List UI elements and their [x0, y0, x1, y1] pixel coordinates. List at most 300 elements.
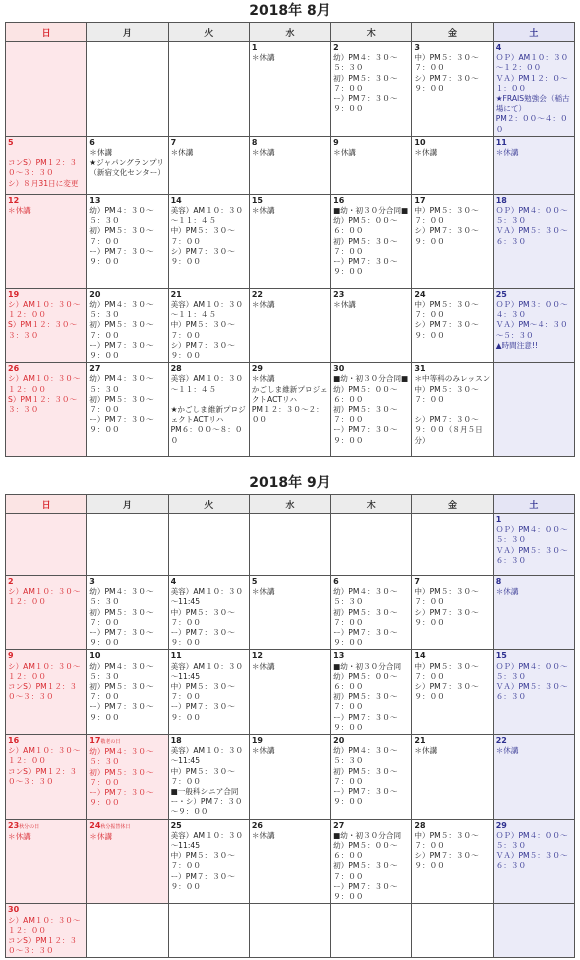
- day-cell: [493, 194, 574, 288]
- day-cell: [249, 650, 330, 735]
- day-cell: [493, 288, 574, 362]
- schedule-line: ＊休講: [414, 148, 438, 158]
- day-cell: [493, 42, 574, 137]
- day-number: 29: [495, 820, 507, 830]
- schedule-line: 美容）AM１０：３０～11:45: [170, 587, 244, 607]
- schedule-line: ー）PM７：３０～９：００: [89, 340, 154, 361]
- schedule-line: ＊休講: [251, 746, 275, 756]
- day-number: 16: [333, 195, 345, 205]
- schedule-line: 美容）AM１０：３０～１１：４５: [170, 374, 244, 394]
- day-number: 19: [251, 736, 263, 746]
- schedule-line: ＶＡ）PM５：３０～６：３０: [495, 226, 568, 246]
- schedule-line: ＊中等科のみレッスン: [414, 374, 491, 384]
- weekday-header: 月: [87, 495, 168, 514]
- day-cell: [412, 819, 493, 904]
- schedule-line: [171, 395, 247, 405]
- day-number: 16: [8, 736, 20, 746]
- schedule-line: ＶＡ）PM～４：３０～５：３０: [495, 320, 568, 340]
- schedule-line: ＊休講: [170, 148, 194, 158]
- schedule-line: [414, 405, 490, 415]
- schedule-line: 初）PM５：３０～７：００: [89, 320, 154, 340]
- schedule-line: ＊休講: [251, 206, 275, 216]
- day-cell: [412, 514, 493, 576]
- calendar-august: [5, 0, 575, 457]
- schedule-line: シ）AM１０：３０～１２：００: [8, 374, 81, 394]
- month-title: 2018年 8月: [249, 3, 331, 19]
- day-number: 6: [333, 577, 339, 586]
- day-cell: [168, 42, 249, 137]
- schedule-line: ー）PM７：３０～９：００: [170, 628, 235, 648]
- schedule-line: 中）PM５：３０～７：００: [414, 830, 479, 851]
- day-number: 4: [170, 577, 177, 586]
- schedule-line: ー）PM７：３０～９：００: [333, 94, 398, 114]
- day-cell: [249, 194, 330, 288]
- day-cell: [87, 735, 168, 820]
- schedule-line: ー）PM７：３０～９：００: [333, 881, 398, 902]
- week-row: [6, 904, 575, 958]
- day-number: 11: [170, 651, 182, 661]
- schedule-line: 幼）PM５：００～６：００: [333, 216, 398, 236]
- schedule-line: 初）PM５：３０～７：００: [333, 766, 398, 786]
- week-row: [6, 194, 575, 288]
- day-number: 18: [170, 736, 182, 746]
- day-number: 7: [170, 137, 177, 147]
- holiday-label: 秋分の日: [19, 823, 40, 830]
- day-cell: [87, 194, 168, 288]
- day-cell: [6, 514, 87, 576]
- day-number: 10: [414, 137, 426, 147]
- schedule-line: 美容）AM１０：３０～11:45: [170, 661, 244, 681]
- day-cell: [331, 136, 412, 194]
- schedule-line: コンS）PM１２：３０～３：３０: [8, 766, 78, 786]
- day-number: 30: [8, 905, 20, 915]
- day-cell: [412, 194, 493, 288]
- day-cell: [87, 576, 168, 650]
- day-number: 9: [8, 651, 14, 661]
- schedule-line: ー）PM７：３０～９：００: [89, 788, 154, 808]
- schedule-line: 幼）PM４：３０～５：３０: [333, 746, 398, 766]
- day-number: 27: [333, 820, 345, 830]
- day-cell: [87, 819, 168, 904]
- day-cell: [168, 650, 249, 735]
- schedule-line: 幼）PM５：００～６：００: [333, 841, 398, 861]
- weekday-header: 金: [412, 23, 493, 42]
- schedule-line: ＶＡ）PM５：３０～６：３０: [495, 682, 568, 702]
- day-number: 3: [89, 577, 95, 586]
- schedule-line: [8, 148, 84, 158]
- schedule-line: シ）PM７：３０～９：００: [414, 320, 479, 340]
- day-cell: [6, 650, 87, 735]
- schedule-line: ー）PM７：３０～９：００: [89, 415, 154, 435]
- day-cell: [331, 650, 412, 735]
- schedule-line: シ）AM１０：３０～１２：００: [8, 915, 81, 935]
- schedule-line: ■幼・初３０分合同■: [333, 206, 409, 216]
- day-number: 8: [495, 577, 502, 586]
- day-cell: [249, 514, 330, 576]
- schedule-line: 幼）PM４：３０～５：３０: [333, 587, 398, 607]
- day-cell: [87, 904, 168, 958]
- schedule-line: 幼）PM４：３０～５：３０: [89, 587, 154, 607]
- day-cell: [168, 514, 249, 576]
- schedule-line: 中）PM５：３０～７：００: [170, 226, 235, 246]
- day-cell: [493, 650, 574, 735]
- schedule-line: 幼）PM４：３０～５：３０: [333, 53, 398, 73]
- weekday-header: 木: [331, 23, 412, 42]
- schedule-line: ＊休講: [333, 300, 356, 310]
- day-number: 30: [333, 364, 345, 374]
- day-number: 5: [251, 577, 258, 586]
- schedule-line: シ）PM７：３０～９：００: [414, 607, 479, 627]
- schedule-line: PM１２：３０～２：００: [251, 405, 324, 425]
- schedule-line: 初）PM５：３０～７：００: [333, 861, 398, 881]
- schedule-line: 幼）PM５：００～６：００: [333, 671, 398, 692]
- schedule-line: PM６：００～８：００: [170, 425, 243, 445]
- schedule-line: ー）PM７：３０～９：００: [333, 712, 398, 732]
- schedule-line: ＶＡ）PM１２：０～１：００: [495, 73, 568, 93]
- day-cell: [249, 819, 330, 904]
- schedule-line: 幼）PM５：００～６：００: [333, 384, 398, 404]
- schedule-line: 中）PM５：３０～７：００: [170, 607, 235, 627]
- day-cell: [331, 363, 412, 457]
- day-number: 5: [8, 137, 14, 147]
- schedule-line: シ）PM７：３０～９：００: [170, 246, 235, 267]
- day-number: 9: [333, 137, 339, 147]
- day-cell: [331, 735, 412, 820]
- day-cell: [168, 576, 249, 650]
- schedule-line: ＯＰ）AM１０：３０～１２：００: [495, 53, 569, 73]
- schedule-line: 中）PM５：３０～７：００: [414, 661, 479, 681]
- day-cell: [168, 363, 249, 457]
- schedule-line: ＶＡ）PM５：３０～６：３０: [495, 851, 568, 871]
- schedule-line: 幼）PM４：３０～５：３０: [89, 206, 154, 226]
- day-number: 4: [495, 43, 502, 52]
- schedule-line: ＊休講: [251, 374, 275, 384]
- schedule-line: コンS）PM１２：３０～３：３０: [8, 158, 78, 178]
- day-number: 19: [8, 289, 20, 299]
- day-number: 23: [8, 820, 20, 830]
- day-cell: [331, 819, 412, 904]
- day-cell: [6, 363, 87, 457]
- schedule-line: 初）PM５：３０～７：００: [89, 682, 154, 702]
- day-number: 11: [495, 137, 507, 147]
- day-number: 20: [89, 289, 101, 299]
- schedule-line: ★かごしま維新プロジェクトACTリハ: [170, 405, 246, 425]
- schedule-line: 中）PM５：３０～７：００: [170, 320, 235, 340]
- schedule-line: 初）PM５：３０～７：００: [333, 607, 398, 627]
- day-number: 17: [414, 195, 426, 205]
- day-cell: [168, 819, 249, 904]
- schedule-line: 美容）AM１０：３０～11:45: [170, 830, 244, 851]
- schedule-line: シ）PM７：３０～９：００: [170, 340, 235, 361]
- day-cell: [493, 136, 574, 194]
- day-number: 21: [170, 289, 182, 299]
- day-cell: [493, 576, 574, 650]
- schedule-line: ー）PM７：３０～９：００: [333, 787, 398, 807]
- schedule-line: ＯＰ）PM４：００～５：３０: [495, 830, 568, 851]
- schedule-line: 中）PM５：３０～７：００: [170, 682, 235, 702]
- day-cell: [249, 735, 330, 820]
- schedule-line: （新宿文化センター）: [89, 168, 165, 178]
- day-cell: [412, 576, 493, 650]
- day-number: 1: [495, 515, 502, 524]
- calendar-september: [5, 472, 575, 958]
- day-cell: [412, 650, 493, 735]
- schedule-line: 美容）AM１０：３０～１１：４５: [170, 206, 244, 226]
- day-cell: [412, 363, 493, 457]
- day-number: 2: [8, 577, 14, 586]
- week-row: [6, 136, 575, 194]
- day-cell: [493, 363, 574, 457]
- day-cell: [6, 819, 87, 904]
- day-number: 1: [251, 43, 258, 52]
- day-number: 28: [170, 364, 182, 374]
- schedule-line: ー）PM７：３０～９：００: [333, 425, 398, 445]
- schedule-line: 幼）PM４：３０～５：３０: [89, 661, 154, 681]
- day-number: 28: [414, 820, 426, 830]
- schedule-line: 初）PM５：３０～７：００: [333, 73, 398, 93]
- schedule-line: 初）PM５：３０～７：００: [333, 692, 398, 712]
- schedule-line: シ）AM１０：３０～１２：００: [8, 300, 81, 320]
- weekday-header: 日: [6, 495, 87, 514]
- schedule-line: シ）PM７：３０～９：００: [414, 682, 479, 702]
- week-row: [6, 288, 575, 362]
- schedule-line: ー）PM７：３０～９：００: [89, 702, 154, 722]
- schedule-line: ー）PM７：３０～９：００: [333, 628, 398, 648]
- week-row: [6, 650, 575, 735]
- day-cell: [331, 288, 412, 362]
- schedule-line: ＊休講: [251, 587, 275, 597]
- day-cell: [412, 735, 493, 820]
- schedule-line: 初）PM５：３０～７：００: [89, 226, 154, 246]
- day-cell: [412, 42, 493, 137]
- schedule-line: ＊休講: [89, 148, 113, 158]
- schedule-line: 初）PM５：３０～７：００: [89, 767, 154, 787]
- day-cell: [331, 904, 412, 958]
- schedule-line: 中）PM５：３０～７：００: [414, 587, 479, 607]
- day-number: 14: [414, 651, 426, 661]
- schedule-line: 幼）PM４：３０～５：３０: [89, 747, 154, 767]
- weekday-header: 木: [331, 495, 412, 514]
- day-number: 18: [495, 195, 507, 205]
- day-number: 20: [333, 736, 345, 746]
- day-number: 15: [251, 195, 263, 205]
- day-cell: [168, 136, 249, 194]
- day-cell: [331, 194, 412, 288]
- weekday-header: 日: [6, 23, 87, 42]
- schedule-line: 初）PM５：３０～７：００: [89, 607, 154, 627]
- schedule-line: 初）PM５：３０～７：００: [333, 405, 398, 425]
- day-number: 31: [414, 364, 426, 374]
- schedule-line: かごしま維新プロジェクトACTリハ: [251, 384, 328, 404]
- day-cell: [87, 288, 168, 362]
- day-cell: [87, 42, 168, 137]
- day-cell: [168, 904, 249, 958]
- day-cell: [168, 288, 249, 362]
- schedule-line: ＯＰ）PM４：００～５：３０: [495, 661, 568, 681]
- day-number: 10: [89, 651, 101, 661]
- schedule-line: ＶＡ）PM５：３０～６：３０: [495, 545, 568, 565]
- schedule-line: 中）PM５：３０～７：００: [414, 53, 479, 73]
- day-cell: [6, 735, 87, 820]
- day-cell: [493, 735, 574, 820]
- day-cell: [331, 514, 412, 576]
- schedule-line: コンS）PM１２：３０～３：３０: [8, 935, 78, 956]
- weekday-header: 火: [168, 23, 249, 42]
- schedule-line: ＊休講: [251, 830, 275, 840]
- holiday-label: 秋分振替休日: [100, 823, 131, 830]
- schedule-line: シ）AM１０：３０～１２：００: [8, 746, 81, 766]
- weekday-header: 水: [249, 23, 330, 42]
- schedule-line: 中）PM５：３０～７：００: [170, 766, 235, 786]
- week-row: [6, 819, 575, 904]
- day-cell: [87, 514, 168, 576]
- schedule-line: 初）PM５：３０～７：００: [89, 394, 154, 415]
- calendar-grid: [5, 494, 575, 958]
- day-cell: [493, 819, 574, 904]
- day-cell: [249, 363, 330, 457]
- schedule-line: ＊休講: [251, 53, 275, 63]
- schedule-line: シ）PM７：３０～９：００（８月５日分）: [414, 415, 483, 445]
- week-row: [6, 576, 575, 650]
- schedule-line: シ）AM１０：３０～１２：００: [8, 661, 81, 681]
- day-number: 13: [89, 195, 101, 205]
- schedule-line: ＊休講: [8, 206, 31, 216]
- schedule-line: ★FRAIS勉強会（稲古場にて）: [495, 94, 570, 114]
- day-cell: [249, 42, 330, 137]
- weekday-header: 月: [87, 23, 168, 42]
- schedule-line: ＯＰ）PM４：００～５：３０: [495, 525, 568, 545]
- week-row: [6, 363, 575, 457]
- day-cell: [249, 288, 330, 362]
- day-number: 24: [414, 289, 426, 299]
- schedule-line: 幼）PM４：３０～５：３０: [89, 374, 154, 394]
- day-number: 26: [8, 364, 20, 374]
- schedule-line: ■幼・初３０分合同■: [333, 374, 409, 384]
- day-number: 22: [495, 736, 507, 746]
- schedule-line: ー）PM７：３０～９：００: [89, 246, 154, 267]
- day-cell: [6, 42, 87, 137]
- schedule-line: シ）８月31日に変更: [8, 178, 79, 188]
- day-cell: [331, 42, 412, 137]
- day-cell: [249, 576, 330, 650]
- day-number: 23: [333, 289, 345, 299]
- schedule-line: シ）PM７：３０～９：００: [414, 226, 479, 246]
- day-cell: [331, 576, 412, 650]
- day-number: 27: [89, 364, 101, 374]
- holiday-label: 敬老の日: [100, 739, 121, 746]
- schedule-line: ＊休講: [333, 148, 356, 158]
- schedule-line: S）PM１２：３０～３：３０: [8, 320, 78, 340]
- day-number: 12: [251, 651, 263, 661]
- schedule-line: ★ジャパングランプリ: [89, 158, 164, 168]
- schedule-line: ■幼・初３０分合同: [333, 830, 402, 840]
- schedule-line: ＊休講: [251, 300, 275, 310]
- day-number: 24: [89, 820, 101, 830]
- day-cell: [412, 288, 493, 362]
- schedule-line: コンS）PM１２：３０～３：３０: [8, 682, 78, 702]
- day-number: 25: [495, 289, 507, 299]
- day-cell: [412, 136, 493, 194]
- day-cell: [6, 288, 87, 362]
- schedule-line: PM２：００～４：００: [495, 114, 568, 134]
- schedule-line: 中）PM５：３０～７：００: [414, 300, 479, 320]
- month-title: 2018年 9月: [249, 475, 331, 491]
- day-number: 8: [251, 137, 258, 147]
- calendar-grid: [5, 22, 575, 457]
- schedule-line: ー・シ）PM７：３０～９：００: [170, 797, 243, 817]
- schedule-line: 中）PM５：３０～７：００: [414, 206, 479, 226]
- schedule-line: ▲時間注意!!: [495, 340, 538, 350]
- schedule-line: 中）PM５：３０～７：００: [414, 384, 479, 404]
- day-number: 29: [251, 364, 263, 374]
- schedule-line: ＊休講: [8, 831, 31, 841]
- day-number: 17: [89, 736, 101, 746]
- day-cell: [87, 650, 168, 735]
- schedule-line: ー）PM７：３０～９：００: [170, 702, 235, 722]
- schedule-line: ■一般科シニア合同: [170, 787, 239, 797]
- week-row: [6, 735, 575, 820]
- week-row: [6, 42, 575, 137]
- schedule-line: ー）PM７：３０～９：００: [89, 628, 154, 648]
- schedule-line: シ）PM７：３０～９：００: [414, 73, 479, 93]
- weekday-header: 水: [249, 495, 330, 514]
- day-number: 25: [170, 820, 182, 830]
- schedule-line: ＊休講: [89, 831, 113, 841]
- day-number: 22: [251, 289, 263, 299]
- day-cell: [493, 904, 574, 958]
- schedule-line: ー）PM７：３０～９：００: [333, 257, 398, 277]
- day-number: 15: [495, 651, 507, 661]
- week-row: [6, 514, 575, 576]
- day-number: 3: [414, 43, 420, 52]
- schedule-line: 初）PM５：３０～７：００: [333, 236, 398, 256]
- day-cell: [87, 136, 168, 194]
- day-cell: [249, 136, 330, 194]
- schedule-line: シ）AM１０：３０～１２：００: [8, 587, 81, 607]
- schedule-line: ＊休講: [495, 746, 519, 756]
- day-number: 6: [89, 137, 95, 147]
- weekday-header: 金: [412, 495, 493, 514]
- day-cell: [87, 363, 168, 457]
- schedule-line: ー）PM７：３０～９：００: [170, 871, 235, 891]
- day-number: 14: [170, 195, 182, 205]
- schedule-line: ＊休講: [251, 148, 275, 158]
- schedule-line: ＯＰ）PM３：００～４：３０: [495, 300, 568, 320]
- day-cell: [6, 904, 87, 958]
- schedule-line: 美容）AM１０：３０～１１：４５: [170, 300, 244, 320]
- schedule-line: ＊休講: [495, 587, 519, 597]
- schedule-line: 幼）PM４：３０～５：３０: [89, 300, 154, 320]
- schedule-line: 中）PM５：３０～７：００: [170, 851, 235, 871]
- day-cell: [6, 576, 87, 650]
- day-number: 7: [414, 577, 420, 586]
- day-number: 12: [8, 195, 20, 205]
- day-cell: [249, 904, 330, 958]
- schedule-line: ＊休講: [414, 746, 438, 756]
- day-number: 26: [251, 820, 263, 830]
- schedule-line: S）PM１２：３０～３：３０: [8, 394, 78, 415]
- schedule-line: シ）PM７：３０～９：００: [414, 851, 479, 871]
- schedule-line: ■幼・初３０分合同: [333, 661, 402, 671]
- weekday-header: 火: [168, 495, 249, 514]
- schedule-line: ＊休講: [251, 661, 275, 671]
- day-number: 13: [333, 651, 345, 661]
- weekday-header: 土: [493, 23, 574, 42]
- day-cell: [6, 136, 87, 194]
- day-cell: [6, 194, 87, 288]
- day-cell: [168, 194, 249, 288]
- schedule-line: ＊休講: [495, 148, 519, 158]
